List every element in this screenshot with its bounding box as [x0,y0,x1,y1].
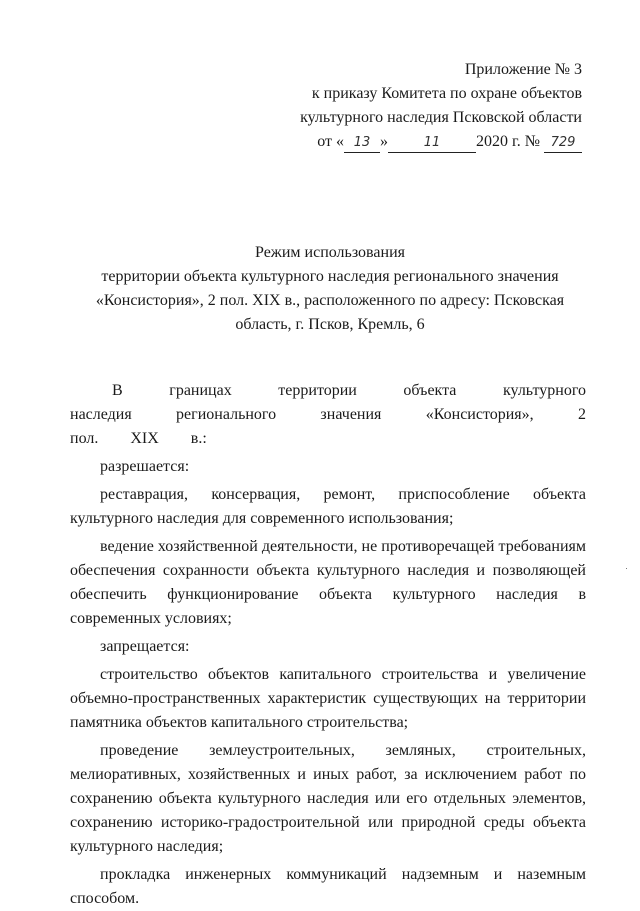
title-line-1: Режим использования [255,244,405,261]
forbidden-item: проведение землеустроительных, земляных, строительных, мелиоративных, хозяйственных и иных работ, за исключением работ по сохранению объекта культурного наследия или его отдельных элементов, сохранению историко-градостроительной или природной среды объекта культурного наследия; [70,742,586,855]
appendix-order-line-1: к приказу Комитета по охране объектов [311,85,582,102]
document-title [70,241,590,337]
date-prefix: от « [317,133,344,150]
date-day-handwritten: 13 [344,134,380,153]
forbidden-item: строительство объектов капитального строительства и увеличение объемно-пространственных характеристик существующих на территории памятника объектов капитального строительства; [70,666,586,731]
appendix-date-line [300,130,582,154]
date-year: 2020 г. № [475,133,540,150]
appendix-order-line-2: культурного наследия Псковской области [300,109,582,126]
allowed-item: ведение хозяйственной деятельности, не противоречащей требованиям обеспечения сохранности объекта культурного наследия и позволяющей обеспечить функционирование объекта культурного наследия в современных условиях; [70,538,586,627]
intro-paragraph: В границах территории объекта культурного наследия регионального значения «Консистория», 2 пол. XIX в.: [70,382,586,447]
allowed-heading: разрешается: [100,458,190,475]
title-line-2: территории объекта культурного наследия регионального значения [101,268,559,285]
title-line-3: «Консистория», 2 пол. XIX в., расположенного по адресу: Псковская [95,292,565,309]
allowed-item: реставрация, консервация, ремонт, приспособление объекта культурного наследия для современного использования; [70,486,586,527]
order-number-handwritten: 729 [544,134,582,153]
forbidden-heading: запрещается: [100,638,190,655]
appendix-title: Приложение № 3 [464,61,582,78]
appendix-header [300,58,582,154]
forbidden-item: прокладка инженерных коммуникаций надземным и наземным способом. [70,866,586,907]
document-body [70,379,586,911]
date-month-handwritten: 11 [388,134,476,153]
title-line-4: область, г. Псков, Кремль, 6 [235,316,425,333]
date-mid: » [379,133,388,150]
scan-speck [626,568,627,569]
